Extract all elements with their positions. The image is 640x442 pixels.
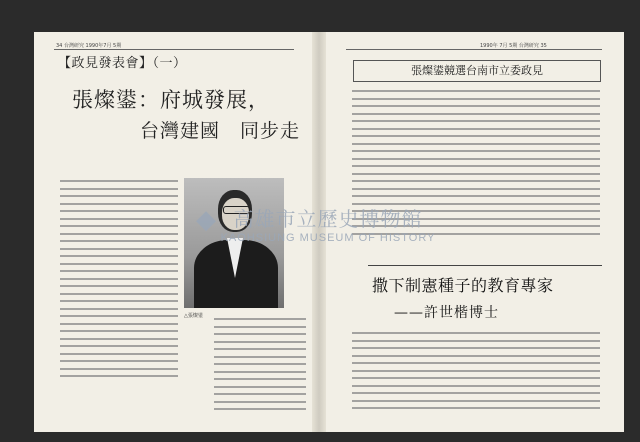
column-tag: 【政見發表會】（一） [58, 56, 187, 71]
left-page-header: 34 台灣研究 1990年7月 5期 [56, 43, 122, 49]
watermark-english: KAOHSIUNG MUSEUM OF HISTORY [220, 232, 436, 244]
second-article-title: 撒下制憲種子的教育專家 [372, 276, 554, 295]
right-header-rule [346, 49, 602, 50]
platform-title-box: 張燦鍙競選台南市立委政見 [353, 60, 601, 82]
article-headline: 張燦鍙：府城發展， [72, 88, 270, 112]
second-article-body [352, 332, 600, 415]
section-divider [368, 265, 602, 266]
photo-caption: △張燦鍙 [184, 313, 203, 319]
right-page-header: 1990年 7月 5期 台灣研究 35 [480, 43, 547, 49]
left-body-column-1 [60, 180, 178, 383]
second-article-author: ——許世楷博士 [394, 305, 499, 321]
museum-logo-icon: ◆ [196, 205, 216, 235]
article-subheadline: 台灣建國 同步走 [140, 120, 301, 142]
watermark-chinese: 高雄市立歷史博物館 [233, 207, 423, 231]
left-body-column-2 [214, 318, 306, 416]
left-header-rule [54, 49, 294, 50]
museum-watermark [178, 203, 478, 244]
